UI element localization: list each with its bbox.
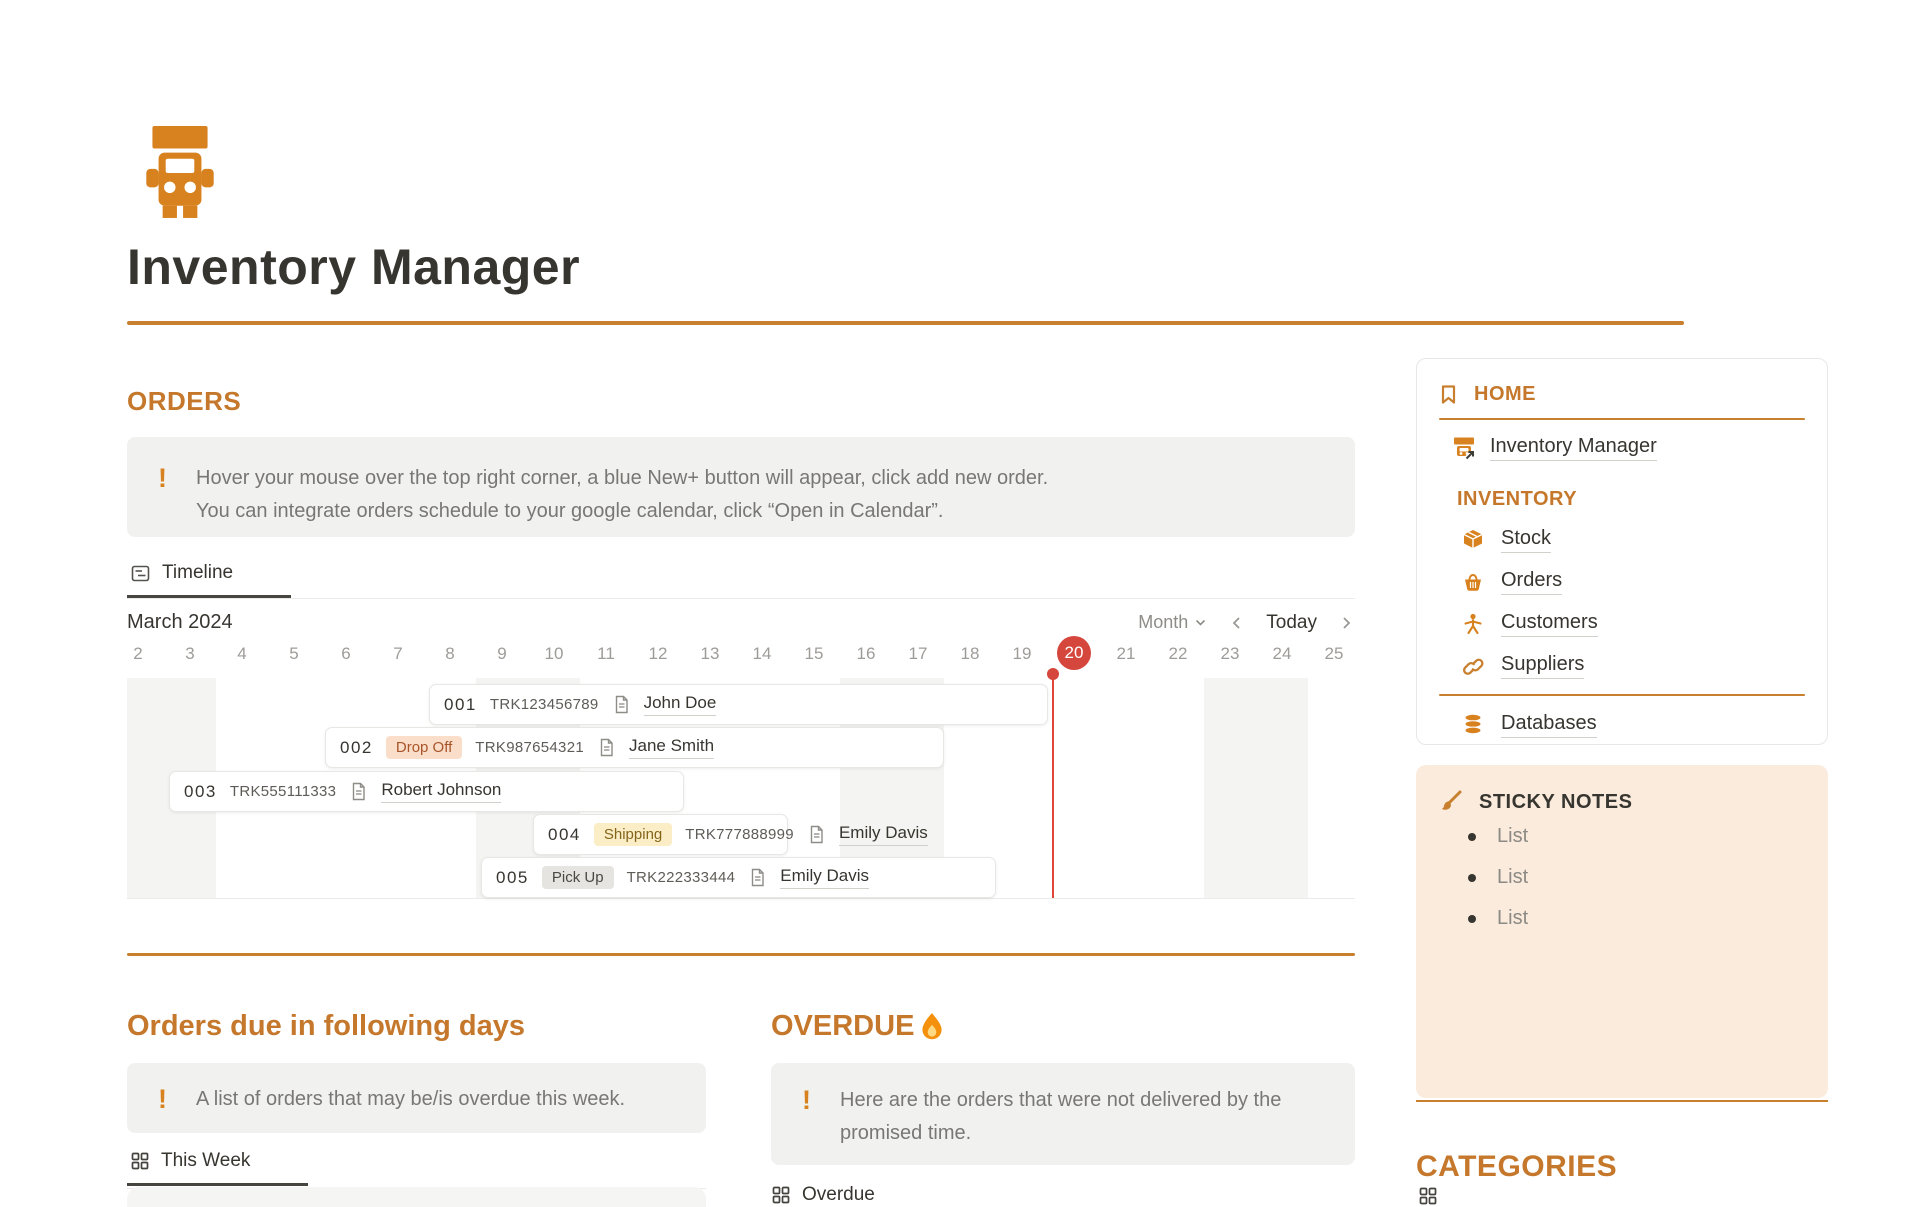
sidebar-item-databases[interactable] bbox=[1461, 712, 1807, 738]
exclamation-icon: ! bbox=[802, 1085, 811, 1115]
date-label: 6 bbox=[341, 644, 351, 663]
sidebar-item-label: Customers bbox=[1501, 611, 1598, 637]
status-badge: Pick Up bbox=[542, 866, 614, 889]
date-label-today: 20 bbox=[1057, 636, 1091, 670]
bullet-icon bbox=[1468, 915, 1476, 923]
sticky-list-item: List bbox=[1468, 816, 1808, 857]
prev-month-button[interactable] bbox=[1228, 614, 1246, 632]
title-divider bbox=[127, 321, 1684, 325]
status-badge: Shipping bbox=[594, 823, 672, 846]
exclamation-icon: ! bbox=[158, 1084, 167, 1114]
tab-timeline[interactable] bbox=[127, 562, 291, 598]
fire-icon bbox=[916, 1011, 948, 1043]
timeline-order-bar[interactable] bbox=[429, 684, 1048, 725]
sidebar-item-stock[interactable] bbox=[1461, 527, 1807, 553]
orders-callout-line1: Hover your mouse over the top right corner, a blue New+ button will appear, click add new order. bbox=[196, 467, 1049, 489]
page-doc-icon bbox=[349, 782, 368, 801]
due-callout bbox=[127, 1063, 706, 1133]
overdue-section-heading: OVERDUE bbox=[771, 1010, 948, 1043]
date-label: 25 bbox=[1324, 644, 1344, 663]
navigation-card bbox=[1416, 358, 1828, 745]
timeline-view-icon bbox=[130, 563, 151, 584]
weekend-shade bbox=[1204, 678, 1256, 898]
timeline-grid bbox=[127, 678, 1355, 899]
date-label: 9 bbox=[497, 644, 507, 663]
status-badge: Drop Off bbox=[386, 736, 462, 759]
today-marker-line bbox=[1052, 678, 1054, 898]
due-tabs-row bbox=[127, 1150, 706, 1189]
bookmark-icon bbox=[1437, 383, 1460, 406]
exclamation-icon: ! bbox=[158, 463, 167, 493]
gallery-grid-icon bbox=[1418, 1186, 1438, 1206]
date-label: 10 bbox=[544, 644, 564, 663]
date-label: 22 bbox=[1168, 644, 1188, 663]
sidebar-item-label: Databases bbox=[1501, 712, 1597, 738]
timeline-order-bar[interactable] bbox=[325, 727, 944, 768]
page-doc-icon bbox=[612, 695, 631, 714]
person-icon bbox=[1461, 612, 1485, 636]
sticky-notes-heading: STICKY NOTES bbox=[1479, 791, 1633, 813]
chevron-down-icon bbox=[1193, 615, 1208, 630]
order-id: 003 bbox=[184, 781, 217, 801]
timeline-toolbar bbox=[127, 611, 1355, 634]
timeline-order-bar[interactable] bbox=[169, 771, 684, 812]
categories-heading: CATEGORIES bbox=[1416, 1150, 1618, 1183]
link-icon bbox=[1461, 654, 1485, 678]
inventory-divider bbox=[1439, 694, 1805, 696]
home-heading: HOME bbox=[1474, 383, 1536, 405]
timeline-tabs-row bbox=[127, 562, 1355, 599]
gallery-grid-icon bbox=[771, 1185, 791, 1205]
next-month-button[interactable] bbox=[1337, 614, 1355, 632]
weekend-shade bbox=[127, 678, 164, 898]
date-label: 18 bbox=[960, 644, 980, 663]
weekend-shade bbox=[1256, 678, 1308, 898]
timeline-dates-row bbox=[127, 636, 1355, 676]
customer-link[interactable]: Emily Davis bbox=[839, 823, 928, 846]
tracking-number: TRK123456789 bbox=[489, 696, 599, 713]
order-id: 005 bbox=[496, 867, 529, 887]
tracking-number: TRK222333444 bbox=[626, 869, 736, 886]
date-label: 19 bbox=[1012, 644, 1032, 663]
date-label: 11 bbox=[597, 644, 615, 663]
sidebar-item-label: Orders bbox=[1501, 569, 1562, 595]
orders-callout bbox=[127, 437, 1355, 537]
date-label: 4 bbox=[237, 644, 247, 663]
basket-icon bbox=[1461, 570, 1485, 594]
sticky-list-item: List bbox=[1468, 857, 1808, 898]
home-divider bbox=[1439, 418, 1805, 420]
inventory-manager-link-label: Inventory Manager bbox=[1490, 435, 1657, 461]
sidebar-item-label: Stock bbox=[1501, 527, 1551, 553]
timeline-order-bar[interactable] bbox=[533, 814, 928, 855]
order-id: 002 bbox=[340, 737, 373, 757]
inventory-heading: INVENTORY bbox=[1457, 488, 1578, 510]
section-divider bbox=[127, 953, 1355, 956]
page-doc-icon bbox=[597, 738, 616, 757]
tab-this-week[interactable] bbox=[127, 1150, 308, 1186]
page-doc-icon bbox=[807, 825, 826, 844]
sidebar-item-suppliers[interactable] bbox=[1461, 653, 1807, 679]
tab-overdue-label: Overdue bbox=[802, 1184, 875, 1205]
tab-timeline-label: Timeline bbox=[162, 562, 234, 583]
date-label: 23 bbox=[1220, 644, 1240, 663]
truck-icon bbox=[138, 124, 222, 220]
due-gallery-card bbox=[127, 1187, 706, 1207]
timeline-view bbox=[127, 636, 1355, 898]
tab-this-week-label: This Week bbox=[161, 1150, 251, 1171]
orders-heading: ORDERS bbox=[127, 386, 242, 416]
sticky-list-item: List bbox=[1468, 898, 1808, 939]
date-label: 8 bbox=[445, 644, 455, 663]
sidebar-item-customers[interactable] bbox=[1461, 611, 1807, 637]
database-icon bbox=[1461, 713, 1485, 737]
truck-link-icon bbox=[1451, 435, 1477, 461]
customer-link[interactable]: Robert Johnson bbox=[381, 780, 501, 803]
paintbrush-icon bbox=[1436, 789, 1463, 816]
order-id: 001 bbox=[444, 694, 477, 714]
due-section-heading: Orders due in following days bbox=[127, 1010, 525, 1042]
orders-callout-line2: You can integrate orders schedule to your google calendar, click “Open in Calendar”. bbox=[196, 500, 944, 522]
date-label: 17 bbox=[908, 644, 928, 663]
overdue-callout bbox=[771, 1063, 1355, 1165]
date-label: 14 bbox=[752, 644, 772, 663]
sticky-notes-card bbox=[1416, 765, 1828, 1098]
overdue-callout-text: Here are the orders that were not delivered by the promised time. bbox=[840, 1089, 1282, 1144]
date-label: 15 bbox=[804, 644, 824, 663]
gallery-grid-icon bbox=[130, 1151, 150, 1171]
date-label: 12 bbox=[648, 644, 668, 663]
bullet-icon bbox=[1468, 833, 1476, 841]
order-id: 004 bbox=[548, 824, 581, 844]
date-label: 7 bbox=[393, 644, 403, 663]
categories-divider bbox=[1416, 1100, 1828, 1102]
customer-link[interactable]: John Doe bbox=[644, 693, 717, 716]
date-label: 2 bbox=[133, 644, 143, 663]
date-label: 13 bbox=[700, 644, 720, 663]
tracking-number: TRK987654321 bbox=[475, 739, 584, 756]
due-callout-text: A list of orders that may be/is overdue this week. bbox=[196, 1088, 626, 1110]
date-label: 16 bbox=[856, 644, 876, 663]
tracking-number: TRK555111333 bbox=[229, 783, 337, 800]
today-marker-dot bbox=[1047, 668, 1059, 680]
timeline-order-bar[interactable] bbox=[481, 857, 996, 898]
sidebar-item-orders[interactable] bbox=[1461, 569, 1807, 595]
sidebar-item-inventory-manager[interactable] bbox=[1451, 435, 1807, 461]
month-label: March 2024 bbox=[127, 611, 233, 633]
tab-overdue[interactable] bbox=[771, 1184, 875, 1206]
page-title: Inventory Manager bbox=[127, 239, 581, 295]
today-button[interactable]: Today bbox=[1266, 611, 1317, 633]
date-label: 24 bbox=[1272, 644, 1292, 663]
bullet-icon bbox=[1468, 874, 1476, 882]
sidebar-item-label: Suppliers bbox=[1501, 653, 1584, 679]
date-label: 3 bbox=[185, 644, 195, 663]
date-label: 5 bbox=[289, 644, 299, 663]
tracking-number: TRK777888999 bbox=[685, 826, 794, 843]
customer-link[interactable]: Jane Smith bbox=[629, 736, 714, 759]
date-label: 21 bbox=[1116, 644, 1136, 663]
page-doc-icon bbox=[748, 868, 767, 887]
package-icon bbox=[1461, 528, 1485, 552]
zoom-level-select[interactable]: Month bbox=[1138, 612, 1208, 633]
customer-link[interactable]: Emily Davis bbox=[780, 866, 869, 889]
